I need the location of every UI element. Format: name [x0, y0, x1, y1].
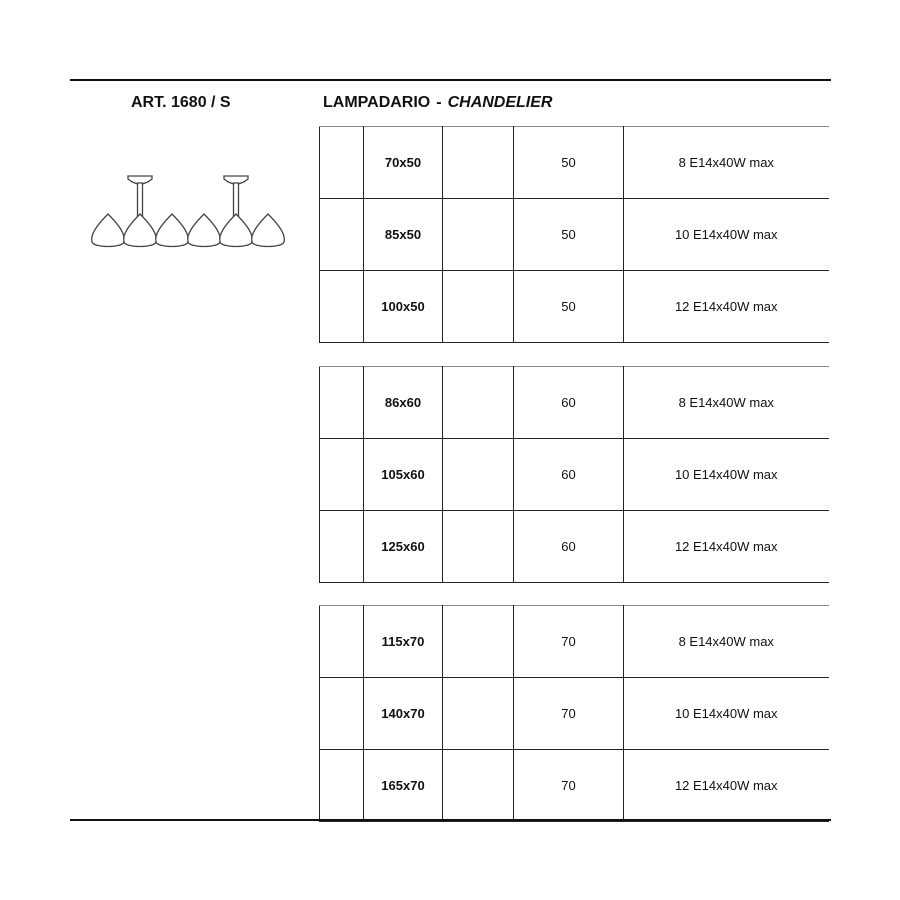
bulbs-cell: 10 E14x40W max [624, 439, 829, 511]
size-cell: 105x60 [364, 439, 443, 511]
rod-right [234, 183, 239, 217]
size-cell: 125x60 [364, 511, 443, 583]
bulbs-cell: 10 E14x40W max [624, 199, 829, 271]
blank-cell [320, 127, 364, 199]
size-cell: 140x70 [364, 678, 443, 750]
height-cell: 70 [514, 678, 624, 750]
height-cell: 60 [514, 439, 624, 511]
blank-cell [443, 750, 514, 822]
top-rule [70, 79, 831, 81]
title-separator: - [436, 94, 442, 111]
spec-table-group-1 [319, 126, 829, 343]
blank-cell [320, 199, 364, 271]
product-title [323, 94, 552, 112]
rod-left [138, 183, 143, 217]
height-cell: 50 [514, 127, 624, 199]
bulbs-cell: 8 E14x40W max [624, 127, 829, 199]
size-cell: 86x60 [364, 367, 443, 439]
blank-cell [443, 271, 514, 343]
table-row [320, 678, 829, 750]
size-cell: 165x70 [364, 750, 443, 822]
bulbs-cell: 12 E14x40W max [624, 271, 829, 343]
shade-2 [124, 214, 157, 247]
shade-6 [252, 214, 285, 247]
bulbs-cell: 12 E14x40W max [624, 511, 829, 583]
bulbs-cell: 12 E14x40W max [624, 750, 829, 822]
blank-cell [443, 439, 514, 511]
table-row [320, 127, 829, 199]
bottom-rule [70, 819, 831, 821]
table-row [320, 511, 829, 583]
table-row [320, 606, 829, 678]
table-row [320, 750, 829, 822]
chandelier-illustration [88, 170, 288, 252]
blank-cell [443, 678, 514, 750]
size-cell: 100x50 [364, 271, 443, 343]
size-cell: 115x70 [364, 606, 443, 678]
blank-cell [320, 750, 364, 822]
shade-3 [156, 214, 189, 247]
blank-cell [443, 606, 514, 678]
spec-table-group-3 [319, 605, 829, 822]
height-cell: 50 [514, 271, 624, 343]
shade-4 [188, 214, 221, 247]
shade-5 [220, 214, 253, 247]
blank-cell [443, 367, 514, 439]
height-cell: 70 [514, 606, 624, 678]
blank-cell [320, 606, 364, 678]
bulbs-cell: 8 E14x40W max [624, 367, 829, 439]
blank-cell [443, 127, 514, 199]
shade-1 [92, 214, 125, 247]
table-row [320, 271, 829, 343]
title-english: CHANDELIER [447, 94, 553, 111]
bulbs-cell: 8 E14x40W max [624, 606, 829, 678]
spec-table-group-2 [319, 366, 829, 583]
height-cell: 60 [514, 367, 624, 439]
height-cell: 60 [514, 511, 624, 583]
size-cell: 70x50 [364, 127, 443, 199]
blank-cell [320, 367, 364, 439]
height-cell: 70 [514, 750, 624, 822]
title-italian: LAMPADARIO [323, 94, 431, 111]
table-row [320, 439, 829, 511]
blank-cell [320, 511, 364, 583]
size-cell: 85x50 [364, 199, 443, 271]
blank-cell [320, 439, 364, 511]
blank-cell [443, 199, 514, 271]
table-row [320, 199, 829, 271]
blank-cell [320, 678, 364, 750]
article-number: ART. 1680 / S [131, 94, 231, 111]
height-cell: 50 [514, 199, 624, 271]
table-row [320, 367, 829, 439]
blank-cell [320, 271, 364, 343]
blank-cell [443, 511, 514, 583]
bulbs-cell: 10 E14x40W max [624, 678, 829, 750]
